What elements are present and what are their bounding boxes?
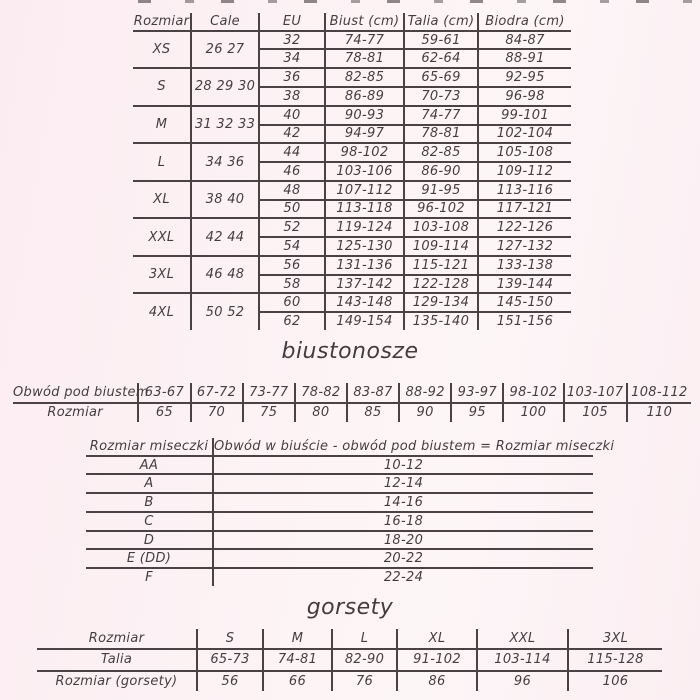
band-size-cell: 105 [564,403,627,423]
table-row [133,143,571,162]
measure-cell: 70-73 [404,87,478,106]
measure-cell: 58 [259,275,325,294]
underbust-cell: 83-87 [347,383,399,403]
band-size-cell: 100 [503,403,563,423]
column-header: Cale [191,13,259,31]
measure-cell: 139-144 [478,275,571,294]
underbust-cell: 93-97 [451,383,503,403]
measure-cell: 78-81 [404,125,478,144]
measure-cell: 65-69 [404,68,478,87]
measure-cell: 96-98 [478,87,571,106]
table-row [133,218,571,237]
underbust-cell: 73-77 [243,383,295,403]
cup-diff-cell: 10-12 [213,456,593,475]
corset-cell: 56 [197,671,263,691]
corset-cell: 65-73 [197,649,263,671]
row-label: Rozmiar (gorsety) [55,673,178,689]
measure-cell: 135-140 [404,312,478,330]
table-row [37,649,662,671]
measure-cell: 56 [259,256,325,275]
measure-cell: 117-121 [478,200,571,219]
table-row [37,629,662,649]
inches-cell: 50 52 [191,293,259,330]
band-size-cell: 85 [347,403,399,423]
measure-cell: 59-61 [404,31,478,50]
table-row [133,293,571,312]
measure-cell: 113-116 [478,181,571,200]
band-size-table-grid [13,383,691,422]
underbust-cell: 63-67 [138,383,190,403]
measure-cell: 34 [259,49,325,68]
measure-cell: 50 [259,200,325,219]
size-group-label: S [133,68,191,106]
measure-cell: 40 [259,106,325,125]
inches-cell: 26 27 [191,31,259,69]
measure-cell: 91-95 [404,181,478,200]
row-label: Rozmiar [47,405,103,421]
corset-cell: 96 [477,671,568,691]
corset-cell: 66 [263,671,332,691]
band-size-cell: 95 [451,403,503,423]
measure-cell: 103-106 [325,162,404,181]
cropped-text-artifact [138,0,694,3]
measure-cell: 92-95 [478,68,571,87]
corset-cell: 115-128 [568,649,662,671]
measure-cell: 102-104 [478,125,571,144]
row-label: Obwód pod biustem [13,383,138,403]
corset-cell: 106 [568,671,662,691]
band-size-cell: 110 [627,403,691,423]
corset-cell: 76 [332,671,397,691]
measure-cell: 107-112 [325,181,404,200]
cup-size-table [86,438,615,586]
measure-cell: 54 [259,237,325,256]
measure-cell: 131-136 [325,256,404,275]
measure-cell: 84-87 [478,31,571,50]
cup-label-cell: F [145,570,153,586]
corsets-section-heading: gorsety [306,595,394,620]
measure-cell: 99-101 [478,106,571,125]
measure-cell: 74-77 [325,31,404,50]
measure-cell: 113-118 [325,200,404,219]
measure-cell: 137-142 [325,275,404,294]
table-row [133,181,571,200]
table-row [133,31,571,50]
measure-cell: 122-128 [404,275,478,294]
measure-cell: 115-121 [404,256,478,275]
row-label: Talia [37,649,197,671]
measure-cell: 78-81 [325,49,404,68]
underbust-cell: 103-107 [564,383,627,403]
measure-cell: 32 [259,31,325,50]
table-row [133,256,571,275]
size-group-label: XS [133,31,191,69]
measure-cell: 86-89 [325,87,404,106]
measure-cell: 105-108 [478,143,571,162]
measure-cell: 149-154 [325,312,404,330]
inches-cell: 28 29 30 [191,68,259,106]
measure-cell: 86-90 [404,162,478,181]
measure-cell: 38 [259,87,325,106]
measure-cell: 119-124 [325,218,404,237]
table-row [86,456,593,475]
corset-cell: XXL [477,629,568,649]
cup-label-cell: D [86,531,213,550]
measure-cell: 109-112 [478,162,571,181]
table-row [13,383,691,403]
band-size-cell: 75 [243,403,295,423]
column-header: Rozmiar miseczki [86,438,213,456]
corset-cell: 74-81 [263,649,332,671]
inches-cell: 34 36 [191,143,259,181]
measure-cell: 36 [259,68,325,87]
corset-cell: 103-114 [477,649,568,671]
measure-cell: 46 [259,162,325,181]
measure-cell: 96-102 [404,200,478,219]
cup-diff-cell: 18-20 [213,531,593,550]
size-group-label: M [133,106,191,144]
measure-cell: 90-93 [325,106,404,125]
measure-cell: 52 [259,218,325,237]
corset-cell: 3XL [568,629,662,649]
measure-cell: 98-102 [325,143,404,162]
table-row [133,68,571,87]
corset-cell: XL [397,629,477,649]
underbust-cell: 108-112 [627,383,691,403]
cup-label-cell: AA [86,456,213,475]
size-group-label: XXL [133,218,191,256]
corset-cell: M [263,629,332,649]
measure-cell: 42 [259,125,325,144]
inches-cell: 38 40 [191,181,259,219]
column-header: Rozmiar [133,13,190,29]
corset-cell: 91-102 [397,649,477,671]
table-row [13,403,691,423]
table-row [37,671,662,691]
band-size-table [13,383,691,422]
measure-cell: 62-64 [404,49,478,68]
inches-cell: 46 48 [191,256,259,294]
measure-cell: 82-85 [404,143,478,162]
size-group-label: 4XL [148,304,175,320]
corsets-table [37,629,662,691]
measure-cell: 88-91 [478,49,571,68]
corset-cell: 82-90 [332,649,397,671]
table-row [86,493,593,512]
cup-diff-cell: 16-18 [213,512,593,531]
cup-diff-cell: 14-16 [213,493,593,512]
measure-cell: 129-134 [404,293,478,312]
inches-cell: 31 32 33 [191,106,259,144]
corset-cell: L [332,629,397,649]
size-table-grid [133,13,571,330]
cup-diff-cell: 20-22 [213,549,593,568]
size-group-label: XL [133,181,191,219]
measure-cell: 82-85 [325,68,404,87]
cup-label-cell: B [86,493,213,512]
band-size-cell: 90 [399,403,451,423]
cup-size-table-grid [86,438,615,586]
band-size-cell: 80 [295,403,347,423]
band-size-cell: 70 [191,403,243,423]
measure-cell: 125-130 [325,237,404,256]
measure-cell: 62 [259,312,325,330]
measure-cell: 48 [259,181,325,200]
column-header: Obwód w biuście - obwód pod biustem = Rozmiar miseczki [214,438,615,454]
inches-cell: 42 44 [191,218,259,256]
cup-label-cell: E (DD) [86,549,213,568]
measure-cell: 133-138 [478,256,571,275]
column-header: EU [259,13,325,31]
cup-table-header-row [86,438,593,456]
size-group-label: 3XL [133,256,191,294]
bras-section-heading: biustonosze [281,339,419,364]
table-row [133,106,571,125]
underbust-cell: 88-92 [399,383,451,403]
measure-cell: 44 [259,143,325,162]
table-row [86,474,593,493]
column-header: Talia (cm) [404,13,478,31]
row-label: Rozmiar [37,629,197,649]
size-table-header-row [133,13,571,31]
cup-diff-cell: 22-24 [213,568,593,586]
corset-cell: S [197,629,263,649]
cup-diff-cell: 12-14 [213,474,593,493]
measure-cell: 103-108 [404,218,478,237]
measure-cell: 127-132 [478,237,571,256]
measure-cell: 151-156 [478,312,571,330]
measure-cell: 94-97 [325,125,404,144]
measure-cell: 109-114 [404,237,478,256]
table-row [86,568,593,586]
underbust-cell: 67-72 [191,383,243,403]
table-row [86,512,593,531]
underbust-cell: 78-82 [295,383,347,403]
table-row [86,549,593,568]
band-size-cell: 65 [138,403,190,423]
underbust-cell: 98-102 [503,383,563,403]
measure-cell: 143-148 [325,293,404,312]
measure-cell: 74-77 [404,106,478,125]
cup-label-cell: A [86,474,213,493]
size-group-label: L [133,143,191,181]
column-header: Biust (cm) [325,13,404,31]
measure-cell: 122-126 [478,218,571,237]
column-header: Biodra (cm) [478,13,571,31]
corset-cell: 86 [397,671,477,691]
cup-label-cell: C [86,512,213,531]
corsets-table-grid [37,629,662,691]
table-row [86,531,593,550]
measure-cell: 60 [259,293,325,312]
size-table [133,13,571,330]
measure-cell: 145-150 [478,293,571,312]
